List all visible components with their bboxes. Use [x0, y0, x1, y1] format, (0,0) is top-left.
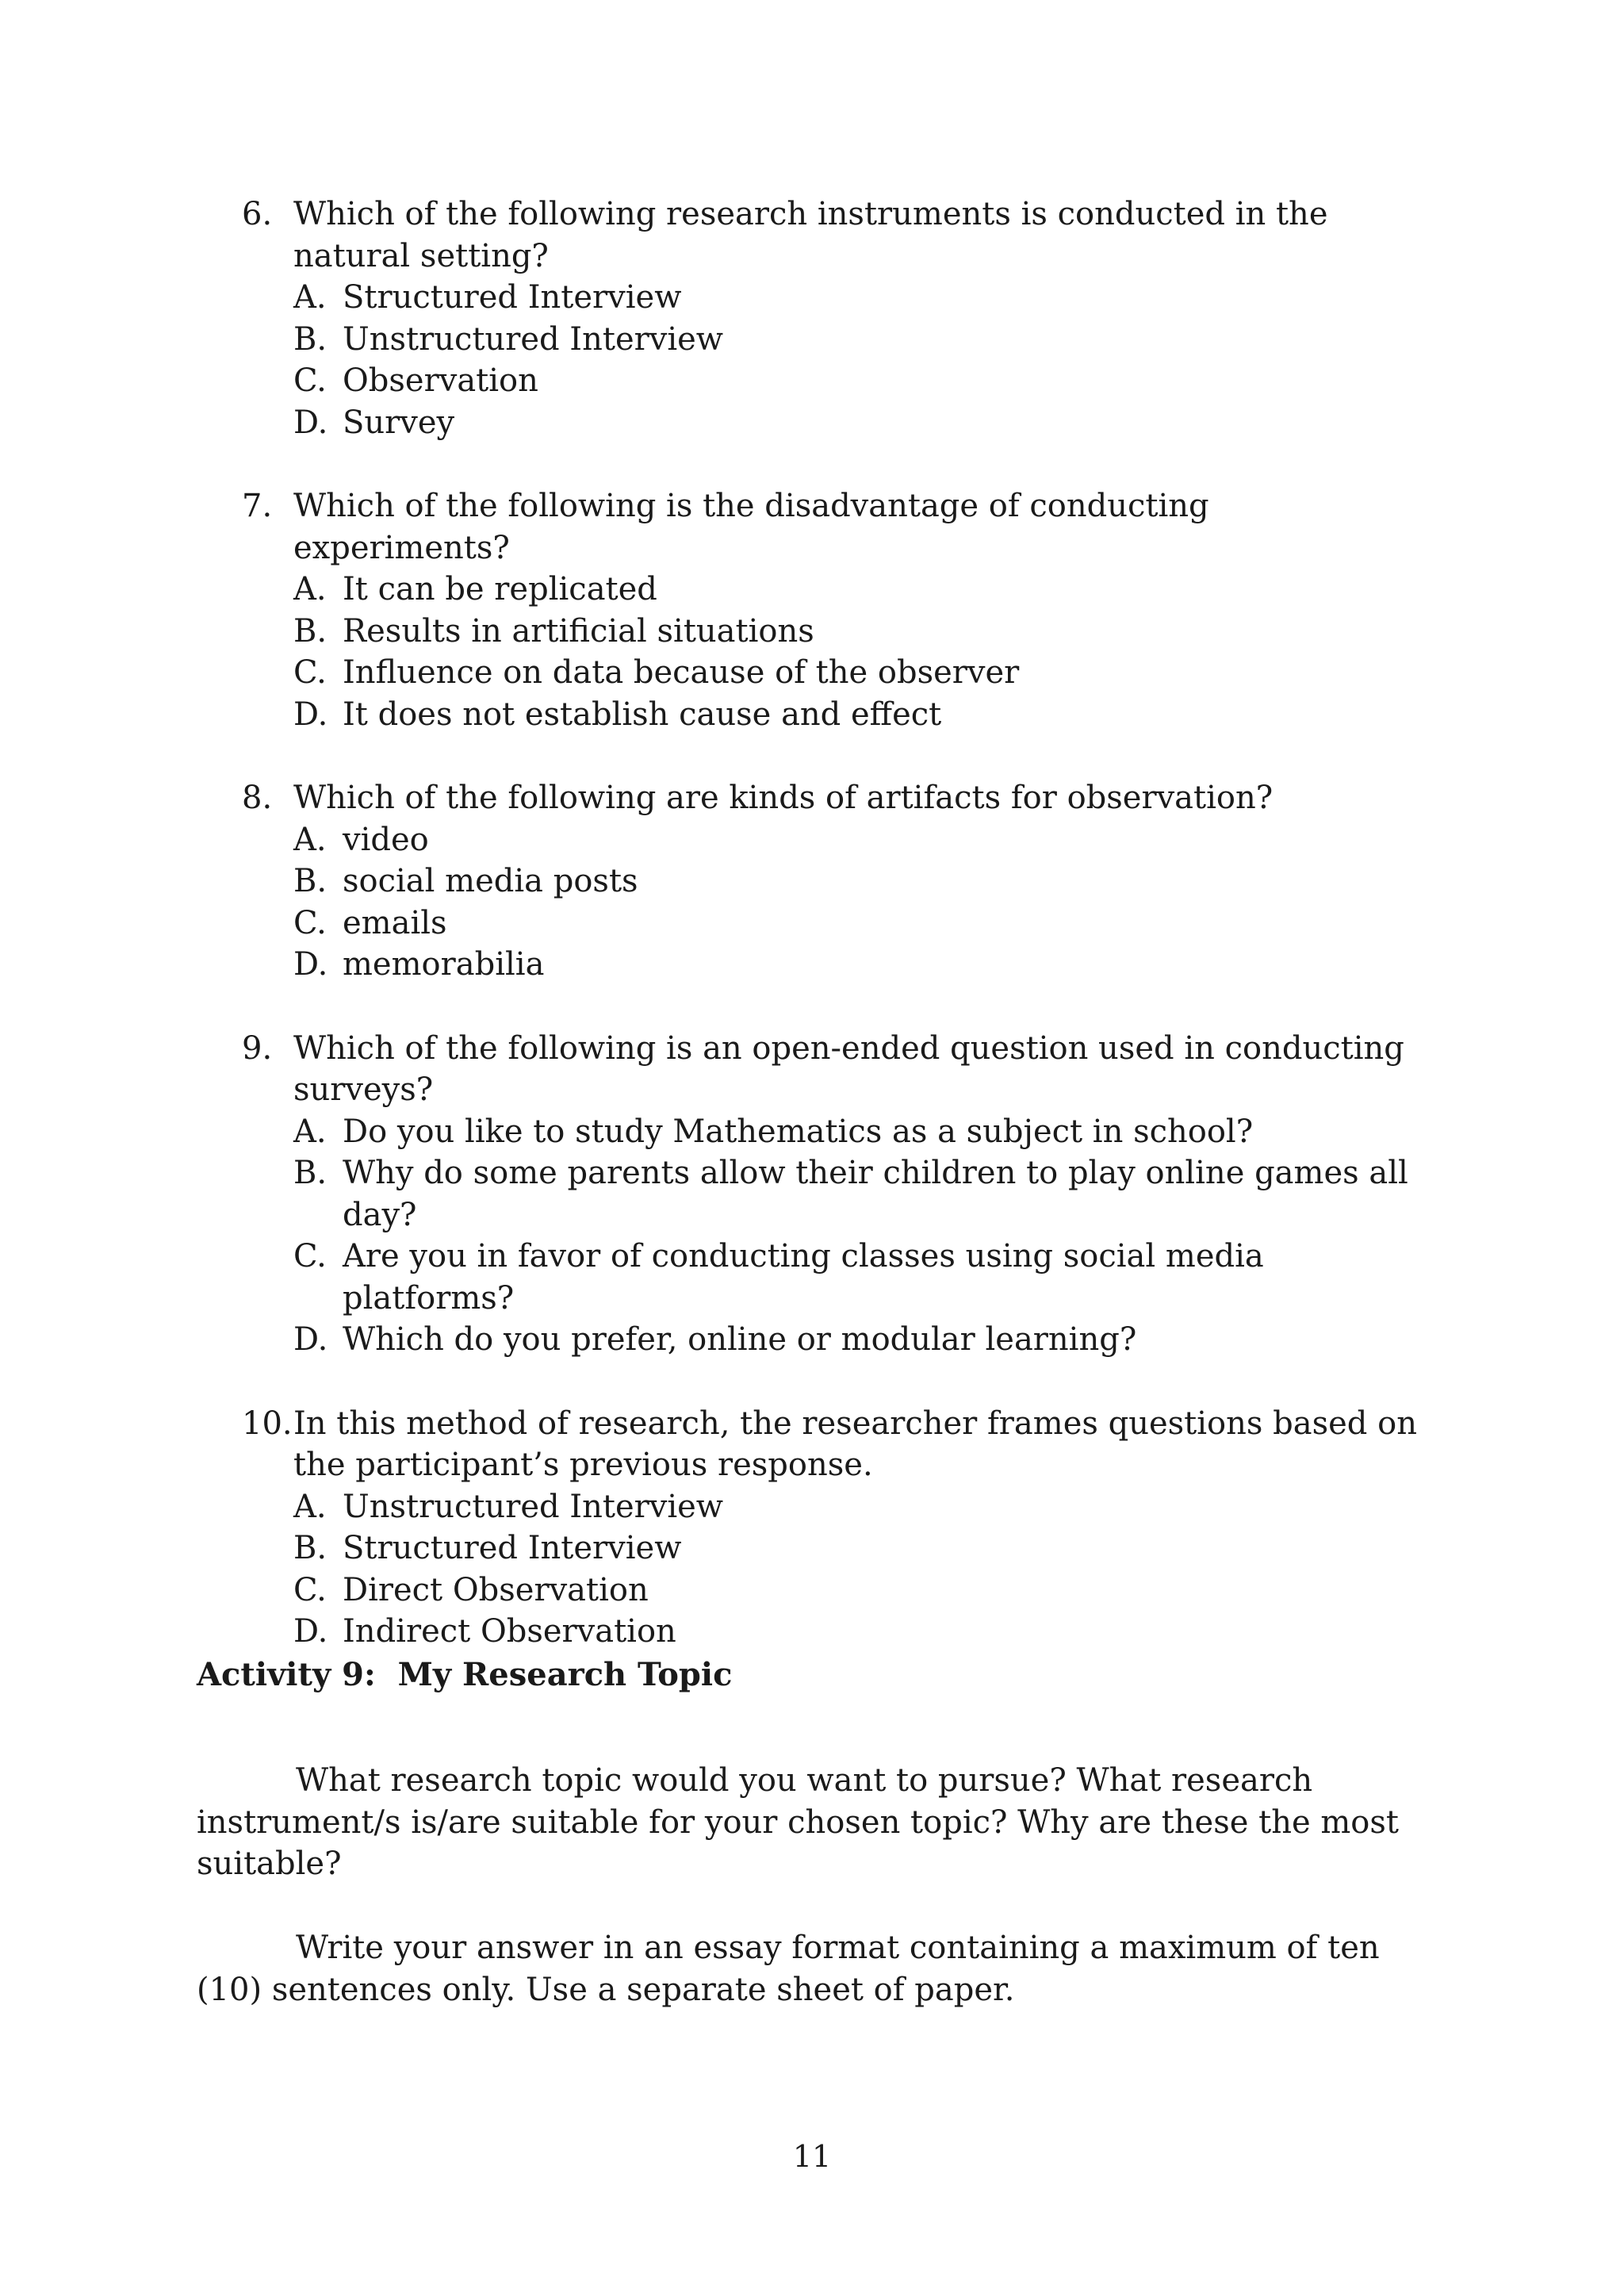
option-letter: C.	[293, 1238, 327, 1274]
option-text: Structured Interview	[343, 1530, 682, 1566]
question-text: Which of the following are kinds of artifacts for observation?	[293, 780, 1274, 816]
question-number: 9.	[242, 1029, 273, 1067]
activity-paragraph-2: Write your answer in an essay format containing a maximum of ten (10) sentences only. Use a separate sheet of paper.	[197, 1930, 1380, 2008]
answer-option	[293, 277, 1431, 319]
option-letter: C.	[293, 654, 327, 691]
activity-heading: Activity 9: My Research Topic	[197, 1656, 733, 1693]
option-text: Why do some parents allow their children to play online games all day?	[343, 1155, 1408, 1233]
question-text: Which of the following is the disadvantage of conducting experiments?	[293, 488, 1209, 566]
answer-option	[293, 360, 1431, 402]
option-letter: B.	[293, 612, 327, 650]
question-text: Which of the following is an open-ended question used in conducting surveys?	[293, 1029, 1404, 1108]
answer-option	[293, 402, 1431, 444]
option-text: Are you in favor of conducting classes using social media platforms?	[343, 1238, 1264, 1317]
question-number: 8.	[242, 780, 273, 816]
option-text: memorabilia	[343, 946, 545, 983]
answer-option	[293, 861, 1431, 903]
option-list	[293, 1486, 1431, 1653]
answer-option	[293, 611, 1431, 653]
question-item	[242, 194, 1431, 443]
option-list	[293, 569, 1431, 735]
option-text: social media posts	[343, 863, 638, 899]
question-item	[242, 1028, 1431, 1361]
option-letter: D.	[293, 1613, 328, 1650]
option-text: video	[343, 821, 429, 858]
option-text: Unstructured Interview	[343, 1488, 724, 1525]
option-text: Structured Interview	[343, 279, 682, 316]
question-text: Which of the following research instruments is conducted in the natural setting?	[293, 196, 1328, 274]
option-letter: B.	[293, 863, 327, 899]
option-text: It can be replicated	[343, 571, 657, 608]
question-list	[242, 194, 1431, 1695]
option-letter: B.	[293, 1155, 327, 1191]
option-letter: D.	[293, 404, 328, 441]
option-text: Which do you prefer, online or modular learning?	[343, 1321, 1137, 1358]
activity-paragraph-1: What research topic would you want to pursue? What research instrument/s is/are suitable for your chosen topic? Why are these the most suitable?	[197, 1762, 1399, 1882]
option-text: Direct Observation	[343, 1571, 649, 1608]
option-text: Influence on data because of the observer	[343, 654, 1020, 691]
question-item	[242, 1403, 1431, 1653]
option-letter: A.	[293, 821, 327, 858]
answer-option	[293, 1319, 1431, 1361]
option-list	[293, 277, 1431, 443]
question-number: 7.	[242, 488, 273, 524]
page-number: 11	[792, 2139, 832, 2174]
answer-option	[293, 819, 1431, 861]
question-number: 6.	[242, 196, 273, 232]
answer-option	[293, 1236, 1431, 1319]
question-item	[242, 485, 1431, 735]
option-letter: A.	[293, 571, 327, 608]
option-letter: A.	[293, 279, 327, 316]
answer-option	[293, 694, 1431, 736]
option-text: Survey	[343, 404, 455, 441]
answer-option	[293, 1570, 1431, 1612]
option-text: Results in artificial situations	[343, 612, 814, 650]
answer-option	[293, 319, 1431, 361]
option-text: Do you like to study Mathematics as a subject in school?	[343, 1113, 1254, 1150]
answer-option	[293, 1611, 1431, 1653]
option-letter: D.	[293, 946, 328, 983]
answer-option	[293, 1486, 1431, 1528]
answer-option	[293, 1527, 1431, 1570]
option-letter: D.	[293, 696, 328, 733]
answer-option	[293, 569, 1431, 611]
option-list	[293, 1111, 1431, 1361]
answer-option	[293, 903, 1431, 945]
option-letter: C.	[293, 362, 327, 399]
question-item	[242, 777, 1431, 986]
answer-option	[293, 1152, 1431, 1236]
option-letter: A.	[293, 1488, 327, 1525]
answer-option	[293, 944, 1431, 986]
question-text: In this method of research, the researcher frames questions based on the participant’s previous response.	[293, 1405, 1417, 1483]
option-letter: C.	[293, 904, 327, 941]
option-text: emails	[343, 904, 447, 941]
option-text: Observation	[343, 362, 538, 399]
option-letter: B.	[293, 320, 327, 358]
option-letter: B.	[293, 1530, 327, 1566]
option-text: It does not establish cause and effect	[343, 696, 942, 733]
option-letter: D.	[293, 1321, 328, 1358]
answer-option	[293, 1111, 1431, 1153]
question-number: 10.	[242, 1405, 293, 1442]
option-text: Indirect Observation	[343, 1613, 676, 1650]
option-letter: C.	[293, 1571, 327, 1608]
answer-option	[293, 652, 1431, 694]
option-letter: A.	[293, 1113, 327, 1150]
option-text: Unstructured Interview	[343, 320, 724, 358]
option-list	[293, 819, 1431, 986]
